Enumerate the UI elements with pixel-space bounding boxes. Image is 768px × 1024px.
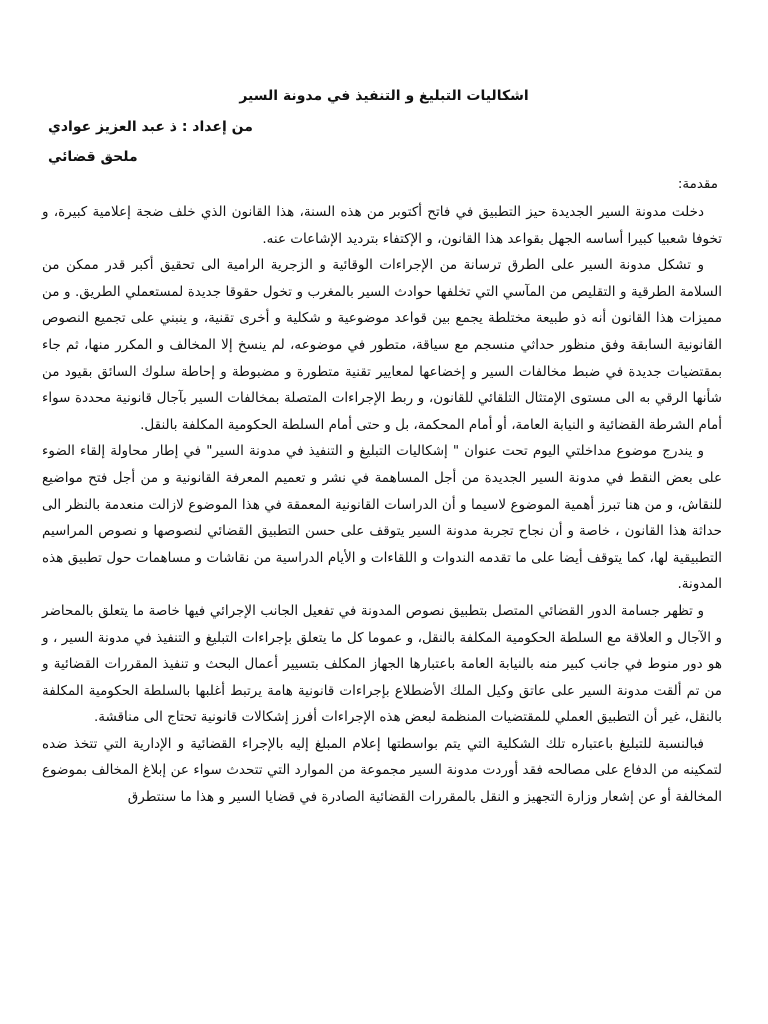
author-role: ملحق قضائي bbox=[48, 149, 138, 165]
paragraph: و يندرج موضوع مداخلتي اليوم تحت عنوان " إشكاليات التبليغ و التنفيذ في مدونة السير" في إطار محاولة إلقاء الضوء على بعض النقط في مدونة السير الجديدة من أجل المساهمة في نشر و تعميم المعرفة القانونية و من أجل فتح مواضيع للنقاش، و من هنا تبرز أهمية الموضوع لاسيما و أن الدراسات القانونية المعمقة في هذا الموضوع لازالت منعدمة بالنظر الى حداثة هذا القانون ، خاصة و أن نجاح تجربة مدونة السير يتوقف على حسن التطبيق القضائي لنصوصها و نصوص المراسيم التطبيقية لها، كما يتوقف أيضا على ما تقدمه الندوات و اللقاءات و الأيام الدراسية من نقاشات و مساهمات حول تطبيق هذه المدونة. bbox=[42, 443, 722, 593]
paragraph: و تشكل مدونة السير على الطرق ترسانة من الإجراءات الوقائية و الزجرية الرامية الى تحقيق أكبر قدر ممكن من السلامة الطرقية و التقليص من المآسي التي تخلفها حوادث السير بالمغرب و تخول حقوقا جديدة لمستعملي الطريق. و من مميزات هذا القانون أنه ذو طبيعة مختلطة يجمع بين قواعد موضوعية و شكلية و أخرى تقنية، و ينبني على تجميع النصوص القانونية السابقة وفق منظور حداثي منسجم مع سياقة، متطور في موضوعه، لم ينسخ إلا المخالف و المكرر منها، ثم جاء بمقتضيات جديدة في ضبط مخالفات السير و إخضاعها لمعايير تقنية متطورة و مضبوطة و إحاطة سلوك السائق بقيود من شأنها الرقي به الى مستوى الإمتثال التلقائي للقانون، و ربط الإجراءات المتصلة بمخالفات السير بآجال قانونية محددة سواء أمام الشرطة القضائية و النيابة العامة، أو أمام المحكمة، بل و حتى أمام السلطة الحكومية المكلفة بالنقل. bbox=[42, 257, 722, 433]
author-line: من إعداد : ذ عبد العزيز عوادي bbox=[48, 119, 253, 135]
paragraph: دخلت مدونة السير الجديدة حيز التطبيق في فاتح أكتوبر من هذه السنة، هذا القانون الذي خلف ضجة إعلامية كبيرة، و تخوفا شعبيا كبيرا أساسه الجهل بقواعد هذا القانون، و الإكتفاء بترديد الإشاعات عنه. bbox=[42, 204, 722, 247]
paragraph: فبالنسبة للتبليغ باعتباره تلك الشكلية التي يتم بواسطتها إعلام المبلغ إليه بالإجراء القضائية و الإدارية التي تتخذ ضده لتمكينه من الدفاع على مصالحه فقد أوردت مدونة السير مجموعة من الموارد التي تتحدث سواء عن إبلاغ المخالف بموضوع المخالفة أو عن إشعار وزارة التجهيز و النقل بالمقررات القضائية الصادرة في قضايا السير و هذا ما سنتطرق bbox=[42, 735, 722, 806]
paragraph: و تظهر جسامة الدور القضائي المتصل بتطبيق نصوص المدونة في تفعيل الجانب الإجرائي فيها خاصة ما يتعلق بالمحاضر و الآجال و العلاقة مع السلطة الحكومية المكلفة بالنقل، و عموما كل ما يتعلق بإجراءات التبليغ و التنفيذ في مدونة السير ، و هو دور منوط في جانب كبير منه بالنيابة العامة باعتبارها الجهاز المكلف بتسيير أعمال البحث و تنفيذ المقررات القضائية و من تم ألقت مدونة السير على عاتق وكيل الملك الأضطلاع بإجراءات قانونية هامة يرتبط أغلبها بالسلطة الحكومية المكلفة بالنقل، غير أن التطبيق العملي للمقتضيات المنظمة لبعض هذه الإجراءات أفرز إشكالات قانونية تحتاج الى مناقشة. bbox=[42, 602, 722, 726]
section-heading: مقدمة: bbox=[677, 176, 718, 192]
document-body bbox=[42, 199, 722, 811]
document-title: اشكاليات التبليغ و التنفيذ في مدونة السير bbox=[239, 88, 529, 104]
